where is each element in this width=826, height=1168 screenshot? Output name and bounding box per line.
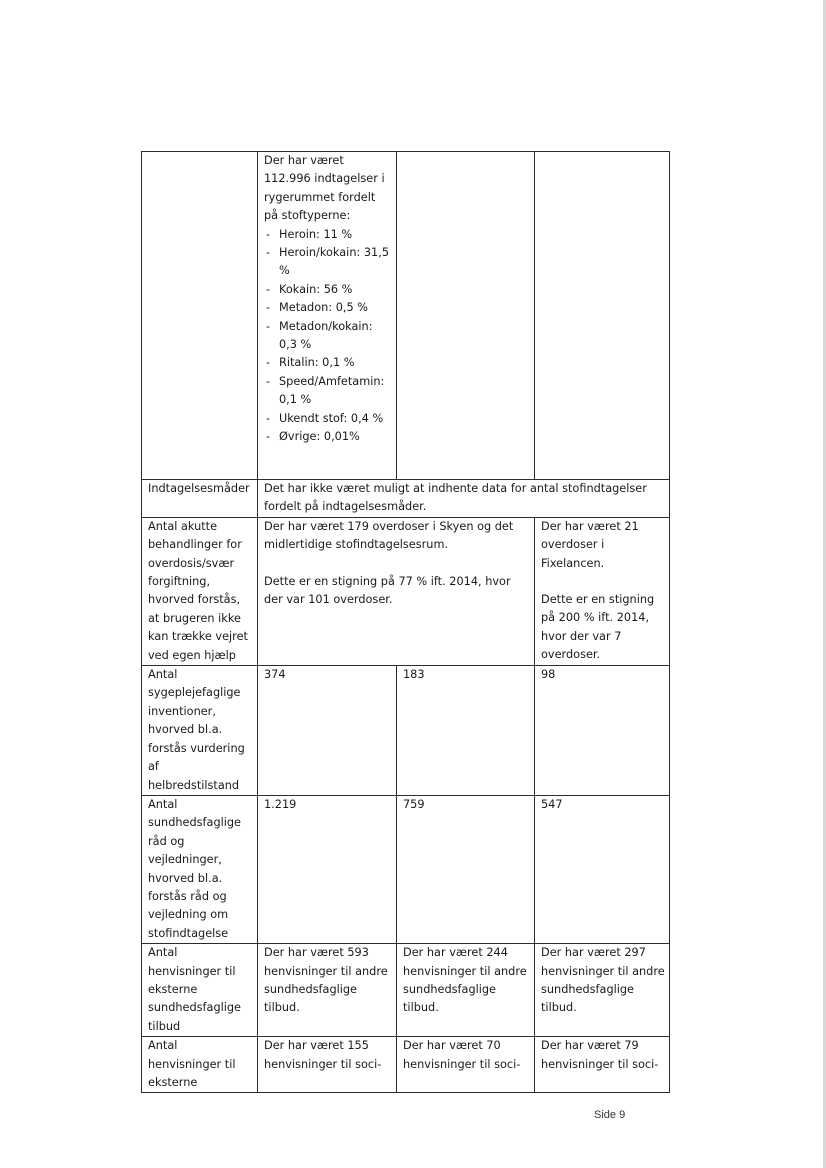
social-referrals-value: Der har været 70 henvisninger til soci- xyxy=(397,1037,535,1093)
list-item: - Heroin: 11 % xyxy=(264,226,392,244)
overdoses-main-p2: Dette er en stigning på 77 % ift. 2014, hvor der var 101 overdoser. xyxy=(264,574,511,607)
health-referrals-label: Antal henvisninger til eksterne sundhedsfaglige tilbud xyxy=(142,944,258,1037)
table-row-nursing xyxy=(142,666,670,796)
overdoses-main-cell xyxy=(258,517,535,665)
statistics-table xyxy=(141,151,670,1093)
list-item: - Ukendt stof: 0,4 % xyxy=(264,410,392,428)
table-row-social-referrals xyxy=(142,1037,670,1093)
overdoses-fix-p2: Dette er en stigning på 200 % ift. 2014, hvor der var 7 overdoser. xyxy=(541,593,655,662)
nursing-value: 183 xyxy=(397,666,535,796)
social-referrals-value: Der har været 155 henvisninger til soci- xyxy=(258,1037,397,1093)
list-item: - Metadon: 0,5 % xyxy=(264,299,392,317)
overdoses-fix-p1: Der har været 21 overdoser i Fixelancen. xyxy=(541,519,639,570)
advice-value: 547 xyxy=(535,795,670,943)
intake-intro: Der har været 112.996 indtagelser i rygerummet fordelt på stoftyperne: xyxy=(264,154,385,223)
health-referrals-value: Der har været 593 henvisninger til andre sundhedsfaglige tilbud. xyxy=(258,944,397,1037)
advice-label: Antal sundhedsfaglige råd og vejledninger, hvorved bl.a. forstås råd og vejledning om stofindtagelse xyxy=(142,795,258,943)
substance-list xyxy=(264,226,392,447)
overdoses-fix-cell xyxy=(535,517,670,665)
intake-col4-cell xyxy=(535,152,670,480)
list-item: - Ritalin: 0,1 % xyxy=(264,354,392,372)
list-item: - Speed/Amfetamin: 0,1 % xyxy=(264,373,392,410)
health-referrals-value: Der har været 244 henvisninger til andre sundhedsfaglige tilbud. xyxy=(397,944,535,1037)
social-referrals-label: Antal henvisninger til eksterne xyxy=(142,1037,258,1093)
list-item: - Øvrige: 0,01% xyxy=(264,428,392,446)
intake-col3-cell xyxy=(397,152,535,480)
methods-text: Det har ikke været muligt at indhente data for antal stofindtagelser fordelt på indtagelsesmåder. xyxy=(258,480,670,518)
list-item: - Kokain: 56 % xyxy=(264,281,392,299)
table-row-overdoses xyxy=(142,517,670,665)
overdoses-main-p1: Der har været 179 overdoser i Skyen og det midlertidige stofindtagelsesrum. xyxy=(264,519,514,552)
nursing-value: 374 xyxy=(258,666,397,796)
advice-value: 759 xyxy=(397,795,535,943)
advice-value: 1.219 xyxy=(258,795,397,943)
list-item: - Metadon/kokain: 0,3 % xyxy=(264,318,392,355)
methods-label: Indtagelsesmåder xyxy=(142,480,258,518)
table-row-methods xyxy=(142,480,670,518)
list-item: - Heroin/kokain: 31,5 % xyxy=(264,244,392,281)
intake-label-cell xyxy=(142,152,258,480)
intake-main-cell xyxy=(258,152,397,480)
table-row-intake xyxy=(142,152,670,480)
nursing-label: Antal sygeplejefaglige inventioner, hvorved bl.a. forstås vurdering af helbredstilstand xyxy=(142,666,258,796)
table-row-health-referrals xyxy=(142,944,670,1037)
page-number: Side 9 xyxy=(594,1109,626,1121)
nursing-value: 98 xyxy=(535,666,670,796)
social-referrals-value: Der har været 79 henvisninger til soci- xyxy=(535,1037,670,1093)
health-referrals-value: Der har været 297 henvisninger til andre sundhedsfaglige tilbud. xyxy=(535,944,670,1037)
table-row-advice xyxy=(142,795,670,943)
overdoses-label: Antal akutte behandlinger for overdosis/svær forgiftning, hvorved forstås, at brugeren ikke kan trække vejret ved egen hjælp xyxy=(142,517,258,665)
